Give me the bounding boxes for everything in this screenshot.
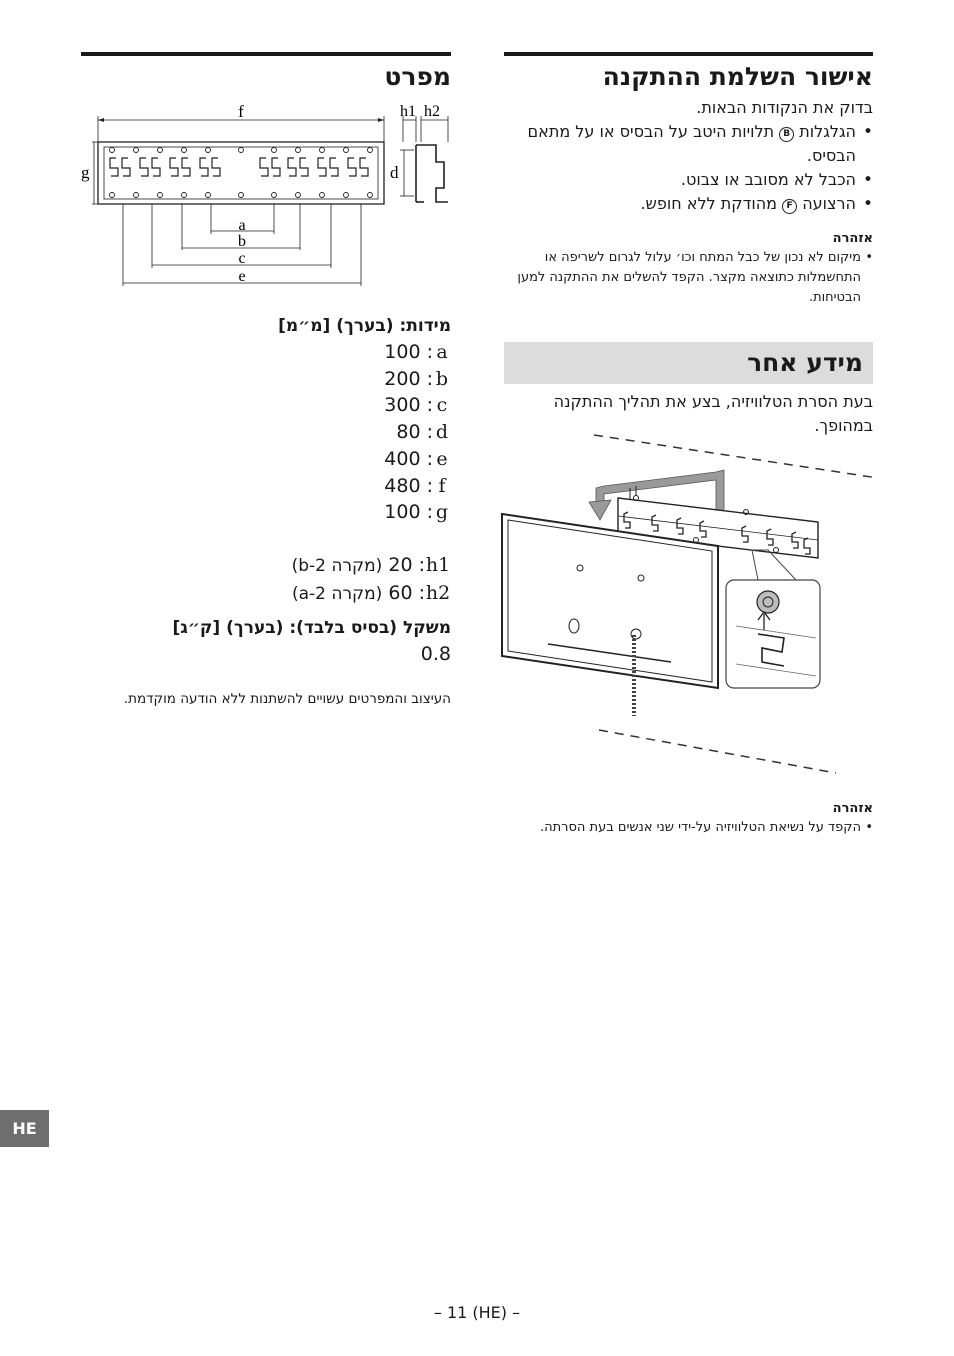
dim-label-b: b (238, 233, 246, 250)
dim-row: h1: 20 (מקרה b-2) (291, 553, 451, 576)
dim-row: c: 300 (384, 394, 448, 417)
dim-label-g: g (81, 163, 90, 182)
dim-row: e: 400 (384, 447, 448, 470)
dim-label-f: f (238, 102, 244, 121)
more-info-band (504, 342, 873, 384)
more-info-title: מידע אחר (747, 348, 863, 377)
weight-title: משקל (בסיס בלבד): (בערך) [ק״ג] (172, 618, 451, 639)
section-rule (504, 52, 873, 56)
left-column (81, 52, 451, 96)
dim-row: d: 80 (396, 421, 449, 444)
warning-item: • הקפד על נשיאת הטלוויזיה על-ידי שני אנשים בעת הסרתה. (504, 818, 873, 838)
section-rule (81, 52, 451, 56)
spec-note: העיצוב והמפרטים עשויים להשתנות ללא הודעה מוקדמת. (123, 691, 451, 708)
tv-removal-illustration (496, 430, 886, 780)
dim-label-c: c (238, 250, 246, 267)
install-check-intro: בדוק את הנקודות הבאות. (696, 98, 873, 117)
list-item: • הרצועה F מהודקת ללא חופש. (504, 192, 873, 216)
warning-item: • מיקום לא נכון של כבל המתח וכו׳ עלול לגרום לשריפה או התחשמלות כתוצאה מקצר. הקפד להשלים את ההתקנה למען הבטיחות. (504, 248, 873, 308)
dim-label-d: d (390, 163, 399, 182)
part-f-icon: F (782, 199, 797, 214)
dim-row: g: 100 (384, 501, 449, 524)
dim-label-h1: h1 (400, 103, 416, 120)
spec-details (81, 313, 451, 708)
right-column (504, 52, 873, 438)
dim-row: b: 200 (384, 367, 449, 390)
dim-row: f: 480 (384, 474, 446, 497)
warning-title: אזהרה (832, 801, 873, 816)
list-item: • הגלגלות B תלויות היטב על הבסיס או על מתאם הבסיס. (504, 120, 873, 168)
dim-row: a: 100 (384, 341, 448, 363)
page-number: – 11 (HE) – (433, 1303, 521, 1322)
spec-title: מפרט (384, 62, 451, 91)
warning-title: אזהרה (832, 231, 873, 246)
dim-label-h2: h2 (424, 103, 440, 120)
warning-list (504, 248, 873, 308)
dim-label-e: e (238, 268, 246, 285)
bracket-dimension-diagram (78, 100, 456, 290)
language-tab: HE (0, 1110, 49, 1147)
install-check-list (504, 120, 873, 216)
dims-title: מידות: (בערך) [מ״מ] (278, 316, 451, 336)
part-b-icon: B (779, 127, 794, 142)
dim-row: h2: 60 (מקרה a-2) (291, 581, 451, 604)
more-info-text: בעת הסרת הטלוויזיה, בצע את תהליך ההתקנה במהופך. (553, 392, 873, 435)
dim-label-a: a (238, 217, 246, 234)
weight-value: 0.8 (420, 643, 451, 666)
warning-list (504, 818, 873, 838)
install-check-title: אישור השלמת ההתקנה (602, 62, 873, 91)
more-info-warning (504, 800, 873, 838)
list-item: • הכבל לא מסובב או צבוט. (504, 168, 873, 192)
